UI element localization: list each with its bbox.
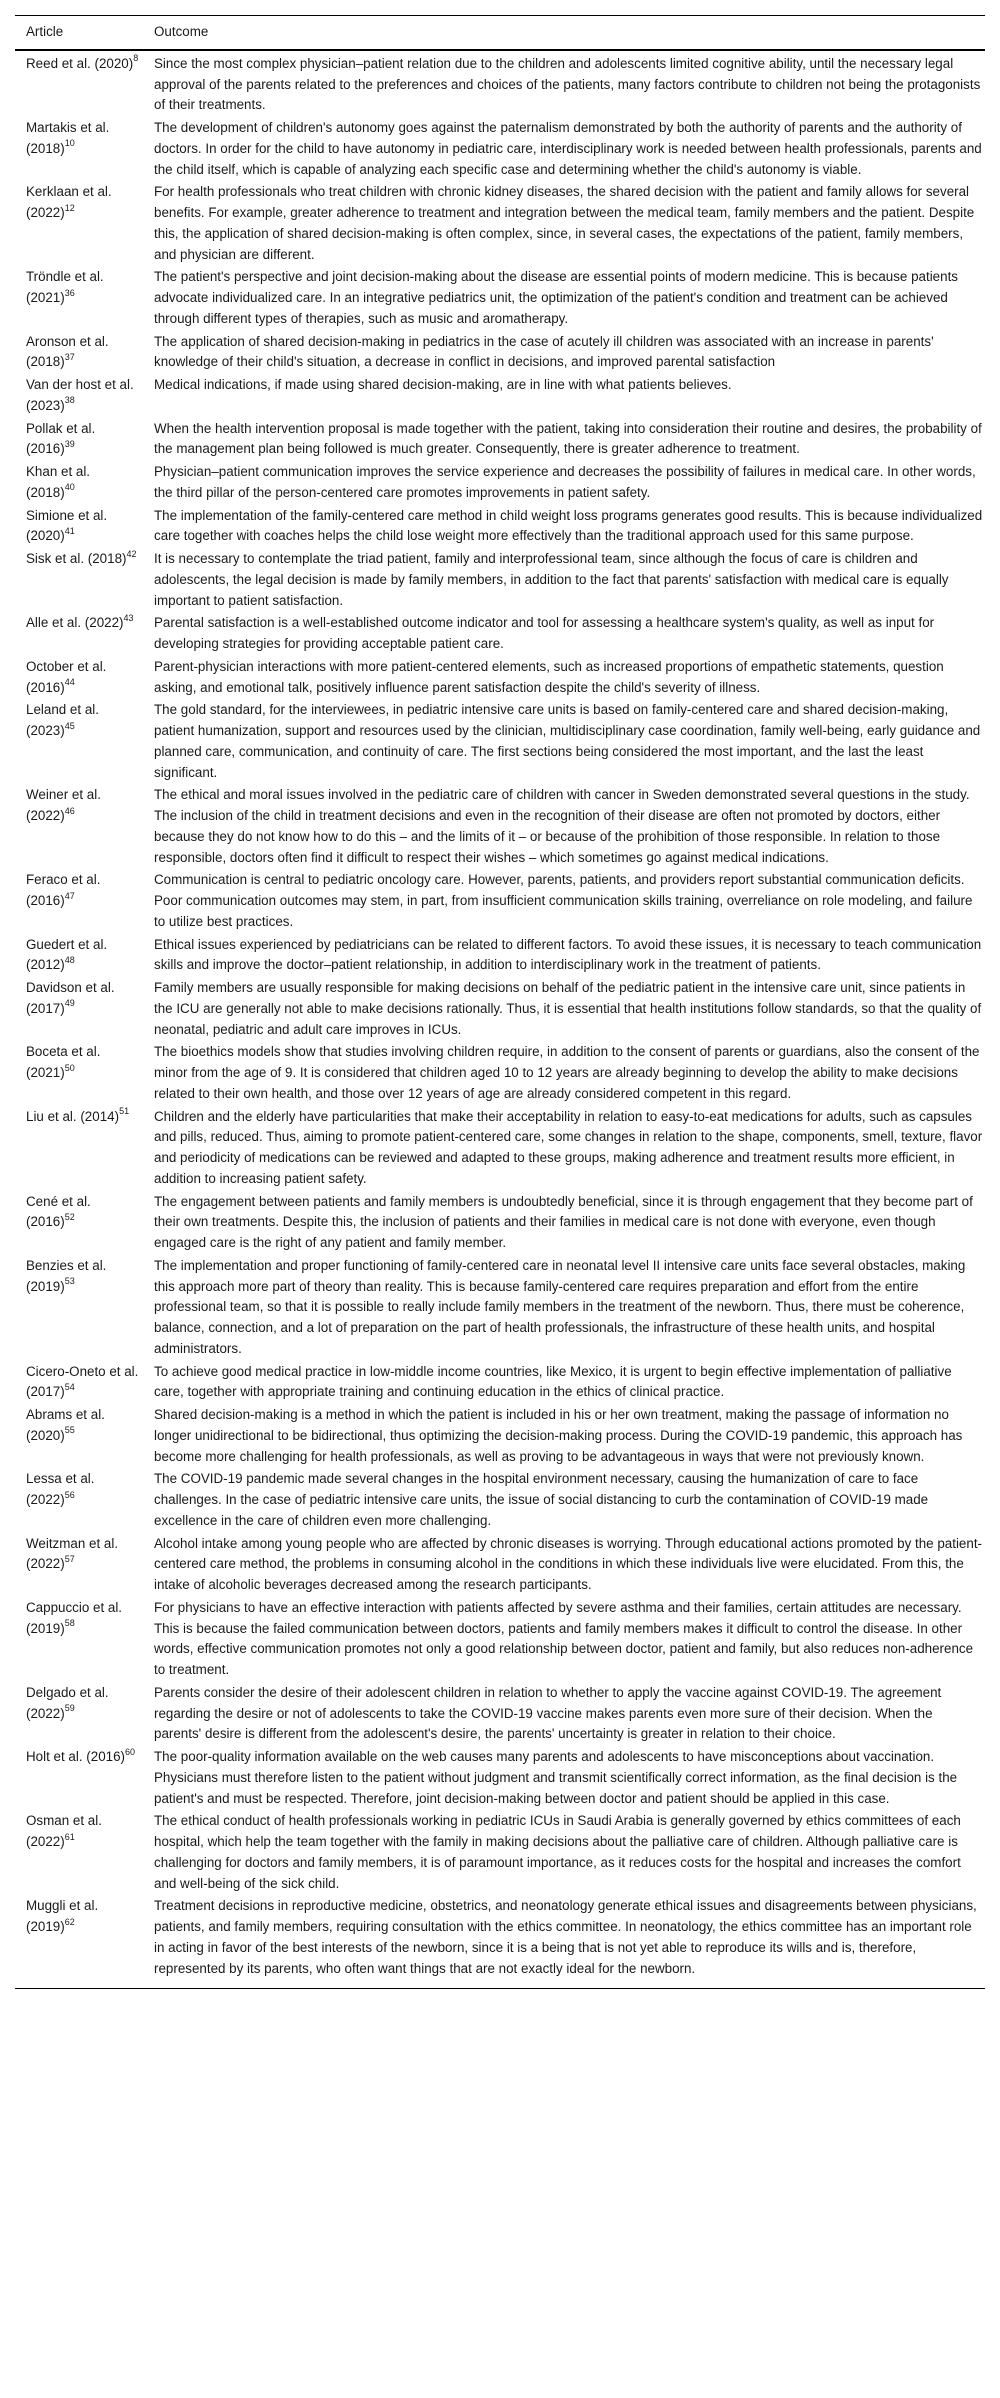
reference-number: 10	[64, 138, 75, 149]
article-citation: Leland et al. (2023)	[26, 702, 99, 738]
article-cell	[15, 548, 143, 612]
article-citation: Aronson et al. (2018)	[26, 333, 109, 370]
article-citation: Abrams et al. (2020)	[26, 1407, 105, 1443]
outcome-cell: The COVID-19 pandemic made several changes in the hospital environment necessary, causing the humanization of care to face challenges. In the case of pediatric intensive care units, the issue of social distancing to curb the contamination of COVID-19 made excellence in the care of children even more challenging.	[154, 1471, 929, 1528]
reference-number: 54	[64, 1381, 75, 1392]
outcome-cell: The implementation of the family-centered care method in child weight loss programs generates good results. This is because individualized care together with coaches helps the child lose weight more effectively than the traditional approach used for this same purpose.	[154, 507, 983, 544]
reference-number: 41	[64, 525, 75, 536]
article-cell	[15, 1468, 143, 1532]
article-cell	[15, 869, 143, 933]
outcome-cell: When the health intervention proposal is made together with the patient, taking into consideration their routine and desires, the probability of the management plan being followed is much greater. Consequently, there is greater adherence to treatment.	[154, 420, 982, 457]
reference-number: 44	[64, 677, 75, 688]
outcome-cell: Ethical issues experienced by pediatricians can be related to different factors. To avoid these issues, it is necessary to teach communication skills and improve the doctor–patient relationship, in addition to interdisciplinary work in the treatment of patients.	[154, 936, 982, 973]
reference-number: 43	[123, 612, 134, 623]
article-citation: Muggli et al. (2019)	[26, 1898, 99, 1934]
table-row	[15, 1895, 985, 1989]
table-row	[15, 612, 985, 656]
article-citation: Lessa et al. (2022)	[26, 1471, 95, 1507]
article-citation: Weitzman et al. (2022)	[26, 1535, 119, 1572]
article-cell	[15, 784, 143, 869]
table-row	[15, 374, 985, 418]
table-row	[15, 784, 985, 869]
outcome-cell: For physicians to have an effective interaction with patients affected by severe asthma and their families, certain attitudes are necessary. This is because the failed communication between doctors, patients and family members makes it difficult to control the disease. In other words, effective communication promotes not only a good relationship between doctor, patient and family, but also reduces non-adherence to treatment.	[154, 1599, 974, 1677]
reference-number: 60	[125, 1746, 136, 1757]
document-page	[15, 15, 985, 1989]
article-cell	[15, 1404, 143, 1468]
reference-number: 55	[64, 1425, 75, 1436]
reference-number: 40	[64, 482, 75, 493]
outcome-cell: Communication is central to pediatric oncology care. However, parents, patients, and providers report substantial communication deficits. Poor communication outcomes may stem, in part, from insufficient communication skills training, overreliance on role modeling, and failure to utilize best practices.	[154, 872, 973, 929]
reference-number: 50	[64, 1062, 75, 1073]
table-row	[15, 117, 985, 181]
article-citation: Reed et al. (2020)	[26, 55, 134, 71]
column-header-article: Article	[26, 24, 64, 39]
reference-number: 38	[64, 395, 75, 406]
article-citation: Pollak et al. (2016)	[26, 420, 96, 457]
article-cell	[15, 1255, 143, 1361]
article-cell	[15, 1533, 143, 1597]
table-row	[15, 656, 985, 700]
outcome-cell: For health professionals who treat children with chronic kidney diseases, the shared decision with the patient and family allows for several benefits. For example, greater adherence to treatment and integration between the medical team, family members and the patient. Despite this, the application of shared decision-making is often complex, since, in several cases, the expectations of the patient, family members, and physician are different.	[154, 184, 975, 262]
outcome-cell: The bioethics models show that studies involving children require, in addition to the consent of parents or guardians, also the consent of the minor from the age of 9. It is considered that children aged 10 to 12 years are already beginning to develop the ability to make decisions related to their own health, and those over 12 years of age are already considered competent in this regard.	[154, 1044, 980, 1101]
article-citation: Benzies et al. (2019)	[26, 1257, 107, 1294]
article-citation: Simione et al. (2020)	[26, 507, 108, 544]
article-cell	[15, 977, 143, 1041]
reference-number: 42	[126, 548, 137, 559]
article-cell	[15, 656, 143, 700]
outcome-cell: The implementation and proper functioning of family-centered care in neonatal level II intensive care units face several obstacles, making this approach more part of theory than reality. This is because family-centered care requires preparation and effort from the entire professional team, so that it is possible to really include family members in the treatment of the newborn. Thus, there must be coherence, balance, connection, and a lot of preparation on the part of health professionals, the infrastructure of these health units, and hospital administrators.	[154, 1257, 966, 1356]
table-row	[15, 1041, 985, 1105]
outcome-cell: Shared decision-making is a method in which the patient is included in his or her own treatment, making the passage of information no longer unidirectional to be bidirectional, thus optimizing the decision-making process. During the COVID-19 pandemic, this approach has become more challenging for health professionals, as well as proving to be advantageous in ways that were not previously known.	[154, 1407, 963, 1464]
article-cell	[15, 461, 143, 505]
article-citation: Holt et al. (2016)	[26, 1749, 125, 1764]
reference-number: 39	[64, 438, 75, 449]
table-body	[15, 50, 985, 1989]
table-row	[15, 266, 985, 330]
article-citation: Boceta et al. (2021)	[26, 1044, 101, 1080]
article-citation: Alle et al. (2022)	[26, 615, 124, 631]
article-cell	[15, 934, 143, 978]
reference-number: 12	[64, 202, 75, 213]
article-citation: Osman et al. (2022)	[26, 1813, 102, 1849]
article-cell	[15, 1746, 143, 1810]
article-cell	[15, 331, 143, 375]
article-cell	[15, 266, 143, 330]
outcome-cell: The engagement between patients and family members is undoubtedly beneficial, since it is through engagement that they become part of their own treatments. Despite this, the inclusion of patients and their families in medical care is not done with everyone, even though engaged care is the right of any patient and family member.	[154, 1193, 973, 1250]
article-citation: Feraco et al. (2016)	[26, 872, 101, 908]
reference-number: 52	[64, 1211, 75, 1222]
reference-number: 49	[64, 998, 75, 1009]
outcome-cell: Parent-physician interactions with more patient-centered elements, such as increased proportions of empathetic statements, question asking, and emotional talk, positively influence parent satisfaction despite the child's severity of illness.	[154, 658, 944, 695]
reference-number: 62	[64, 1916, 75, 1927]
article-cell	[15, 1361, 143, 1405]
article-cell	[15, 1682, 143, 1746]
article-cell	[15, 612, 143, 656]
reference-number: 45	[64, 720, 75, 731]
outcome-cell: Since the most complex physician–patient relation due to the children and adolescents limited cognitive ability, until the necessary legal approval of the parents related to the preferences and choices of the patients, many factors contribute to children not being the protagonists of their treatments.	[154, 55, 981, 113]
outcome-cell: Children and the elderly have particularities that make their acceptability in relation to easy-to-eat medications for adults, such as capsules and pills, reduced. Thus, aiming to promote patient-centered care, some changes in relation to the shape, components, smell, texture, flavor and periodicity of medications can be reviewed and adapted to these groups, making adherence and treatment results more efficient, in addition to increasing patient safety.	[154, 1108, 983, 1186]
article-cell	[15, 117, 143, 181]
article-citation: Weiner et al. (2022)	[26, 787, 101, 823]
outcome-cell: The poor-quality information available on the web causes many parents and adolescents to have misconceptions about vaccination. Physicians must therefore listen to the patient without judgment and transmit scientifically correct information, as the final decision is the patient's and must be respected. Therefore, joint decision-making between doctor and patient should be applied in this case.	[154, 1749, 958, 1806]
outcome-cell: To achieve good medical practice in low-middle income countries, like Mexico, it is urgent to begin effective implementation of palliative care, together with appropriate training and continuing education in the ethics of clinical practice.	[154, 1363, 952, 1400]
article-citation: Tröndle et al. (2021)	[26, 269, 104, 305]
table-header	[15, 16, 985, 50]
table-row	[15, 869, 985, 933]
outcome-cell: The ethical and moral issues involved in the pediatric care of children with cancer in Sweden demonstrated several questions in the study. The inclusion of the child in treatment decisions and even in the recognition of their disease are often not promoted by doctors, either because they do not know how to do this – and the limits of it – or because of the prohibition of those responsible. In relation to those responsible, doctors often find it difficult to respect their wishes – which sometimes go against medical indications.	[154, 787, 970, 865]
table-row	[15, 1468, 985, 1532]
outcomes-table	[15, 15, 985, 1989]
table-row	[15, 331, 985, 375]
reference-number: 36	[64, 287, 75, 298]
outcome-cell: The gold standard, for the interviewees, in pediatric intensive care units is based on family-centered care and shared decision-making, patient humanization, support and resources used by the clinician, multidisciplinary case coordination, family well-being, early guidance and planned care, communication, and continuity of care. The first sections being considered the most important, and the last the least significant.	[154, 702, 981, 780]
article-citation: Martakis et al. (2018)	[26, 120, 110, 156]
outcome-cell: Alcohol intake among young people who are affected by chronic diseases is worrying. Through educational actions promoted by the patient-centered care method, the problems in consuming alcohol in the conditions in which these individuals live were elucidated. From this, the intake of alcoholic beverages decreased among the research participants.	[154, 1535, 982, 1592]
table-row	[15, 1597, 985, 1682]
article-cell	[15, 418, 143, 462]
article-citation: Kerklaan et al. (2022)	[26, 184, 112, 220]
article-cell	[15, 1041, 143, 1105]
table-row	[15, 934, 985, 978]
article-citation: Cappuccio et al. (2019)	[26, 1599, 123, 1636]
table-row	[15, 1255, 985, 1361]
article-citation: Cicero-Oneto et al. (2017)	[26, 1363, 139, 1400]
outcome-cell: Physician–patient communication improves the service experience and decreases the possibility of failures in medical care. In other words, the third pillar of the person-centered care promotes improvements in patient safety.	[154, 464, 976, 500]
outcome-cell: It is necessary to contemplate the triad patient, family and interprofessional team, since although the focus of care is children and adolescents, the legal decision is made by family members, in addition to the fact that parents' satisfaction with medical care is equally important to patient satisfaction.	[154, 551, 949, 608]
article-cell	[15, 1895, 143, 1989]
article-citation: Guedert et al. (2012)	[26, 936, 108, 973]
article-cell	[15, 1810, 143, 1895]
table-row	[15, 1191, 985, 1255]
table-row	[15, 1361, 985, 1405]
article-cell	[15, 1597, 143, 1682]
article-cell	[15, 181, 143, 266]
article-cell	[15, 699, 143, 784]
article-citation: Delgado et al. (2022)	[26, 1684, 109, 1721]
reference-number: 56	[64, 1489, 75, 1500]
table-row	[15, 1810, 985, 1895]
reference-number: 47	[64, 890, 75, 901]
outcome-cell: Medical indications, if made using shared decision-making, are in line with what patients believes.	[154, 377, 732, 392]
outcome-cell: The patient's perspective and joint decision-making about the disease are essential points of modern medicine. This is because patients advocate individualized care. In an integrative pediatrics unit, the optimization of the patient's condition and treatment can be achieved through different types of therapies, such as music and aromatherapy.	[154, 269, 958, 326]
reference-number: 51	[119, 1106, 130, 1117]
article-cell	[15, 1191, 143, 1255]
table-row	[15, 461, 985, 505]
outcome-cell: The ethical conduct of health professionals working in pediatric ICUs in Saudi Arabia is generally governed by ethics committees of each hospital, which help the team together with the family in making decisions about the palliative care of children. Although palliative care is challenging for doctors and family members, it is of paramount importance, as it reduces costs for the hospital and increases the comfort and well-being of the sick child.	[154, 1813, 961, 1891]
table-row	[15, 699, 985, 784]
article-citation: Liu et al. (2014)	[26, 1108, 120, 1124]
outcome-cell: Parental satisfaction is a well-established outcome indicator and tool for assessing a healthcare system's quality, as well as input for developing strategies for providing acceptable patient care.	[154, 615, 935, 651]
table-row	[15, 977, 985, 1041]
reference-number: 48	[64, 954, 75, 965]
table-row	[15, 1682, 985, 1746]
article-citation: Khan et al. (2018)	[26, 464, 91, 500]
header-row	[15, 16, 985, 50]
table-row	[15, 1746, 985, 1810]
reference-number: 58	[64, 1618, 75, 1629]
article-citation: Van der host et al. (2023)	[26, 377, 134, 413]
table-row	[15, 1533, 985, 1597]
table-row	[15, 548, 985, 612]
table-row	[15, 1106, 985, 1191]
column-header-outcome: Outcome	[154, 24, 209, 39]
outcome-cell: The application of shared decision-making in pediatrics in the case of acutely ill children was associated with an increase in parents' knowledge of their child's situation, a decrease in conflict in decisions, and improved parental satisfaction	[154, 333, 934, 370]
table-row	[15, 418, 985, 462]
table-row	[15, 50, 985, 117]
table-row	[15, 181, 985, 266]
reference-number: 53	[64, 1276, 75, 1287]
article-citation: October et al. (2016)	[26, 658, 107, 695]
article-cell	[15, 1106, 143, 1191]
reference-number: 57	[64, 1553, 75, 1564]
table-row	[15, 505, 985, 549]
article-citation: Davidson et al. (2017)	[26, 980, 115, 1016]
reference-number: 61	[64, 1831, 75, 1842]
article-cell	[15, 505, 143, 549]
table-row	[15, 1404, 985, 1468]
article-citation: Sisk et al. (2018)	[26, 551, 127, 566]
article-citation: Cené et al. (2016)	[26, 1193, 91, 1230]
outcome-cell: Parents consider the desire of their adolescent children in relation to whether to apply the vaccine against COVID-19. The agreement regarding the desire or not of adolescents to take the COVID-19 vaccine makes parents even more sure of their decision. When the parents' desire is different from the adolescent's desire, the parents' uncertainty is greater in relation to their choice.	[154, 1684, 942, 1742]
article-cell	[15, 374, 143, 418]
reference-number: 37	[64, 351, 75, 362]
outcome-cell: Treatment decisions in reproductive medicine, obstetrics, and neonatology generate ethical issues and disagreements between physicians, patients, and family members, requiring consultation with the ethics committee. In neonatology, the ethics committee has an important role in acting in favor of the best interests of the newborn, since it is a being that is not yet able to reproduce its wills and is, therefore, represented by its parents, who often want things that are not exactly ideal for the newborn.	[154, 1898, 977, 1976]
reference-number: 46	[64, 805, 75, 816]
outcome-cell: The development of children's autonomy goes against the paternalism demonstrated by both the authority of parents and the authority of doctors. In order for the child to have autonomy in pediatric care, interdisciplinary work is needed between health professionals, parents and the child itself, which is capable of analyzing each specific case and determining whether the child's autonomy is viable.	[154, 120, 982, 177]
reference-number: 8	[133, 53, 139, 64]
outcome-cell: Family members are usually responsible for making decisions on behalf of the pediatric patient in the intensive care unit, since patients in the ICU are generally not able to make decisions rationally. Thus, it is essential that health institutions follow standards, so that the quality of neonatal, pediatric and adult care improves in ICUs.	[154, 980, 982, 1037]
article-cell	[15, 50, 143, 117]
reference-number: 59	[64, 1703, 75, 1714]
